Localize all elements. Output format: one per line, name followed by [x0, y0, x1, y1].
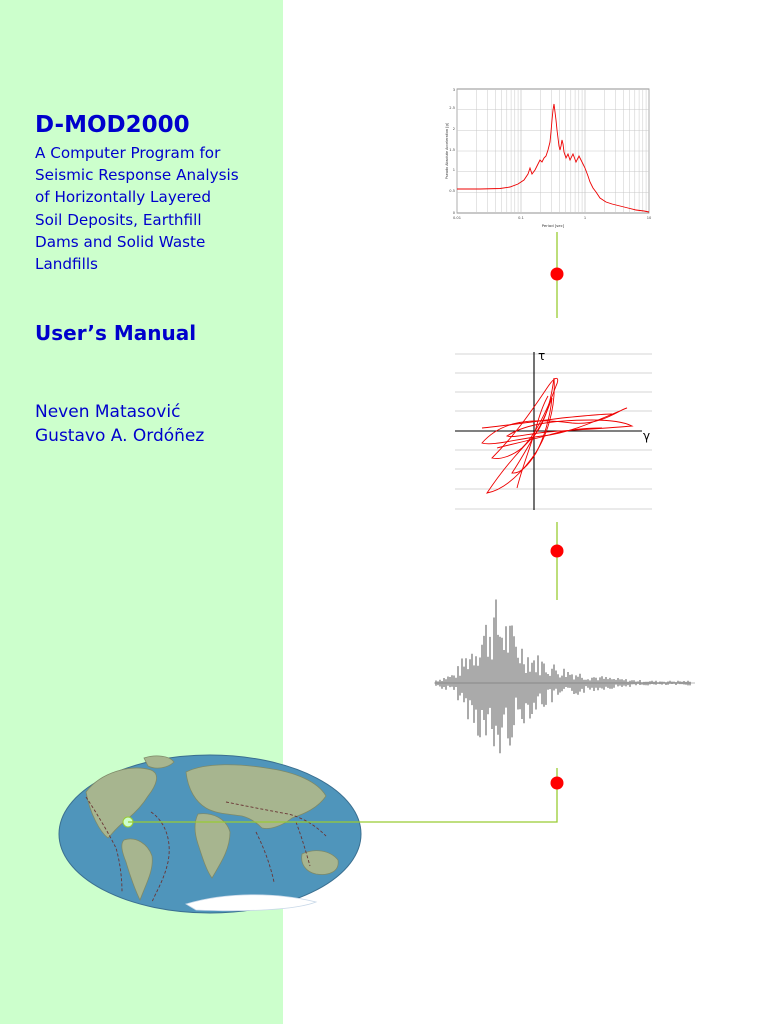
y-tick-label: 0: [452, 211, 455, 215]
world-map-icon: [56, 752, 368, 918]
connector-node-icon: [551, 545, 564, 558]
response-spectrum-plot: [440, 82, 660, 232]
tau-symbol: τ: [538, 349, 546, 363]
gamma-symbol: γ: [643, 429, 651, 443]
subtitle-line: A Computer Program for: [35, 144, 221, 162]
x-tick-labels: [453, 216, 652, 220]
hysteresis-plot: [452, 348, 656, 514]
subtitle-line: Dams and Solid Waste: [35, 232, 206, 251]
x-tick-label: 0.1: [518, 216, 524, 220]
connector-node-icon: [551, 268, 564, 281]
subtitle-line: Seismic Response Analysis: [35, 166, 239, 185]
subtitle-line: Soil Deposits, Earthfill: [35, 210, 202, 229]
author-name: Neven Matasović: [35, 402, 181, 422]
authors-block: [35, 400, 204, 448]
y-axis-label: Pseudo Absolute Acceleration [g]: [445, 122, 449, 180]
x-tick-label: 10: [646, 216, 652, 220]
x-axis-label: Period [sec]: [541, 223, 565, 228]
subtitle-line: Landfills: [35, 255, 98, 274]
seismic-trace: [436, 600, 690, 754]
y-tick-label: 2.5: [449, 106, 455, 110]
manual-label: User’s Manual: [35, 321, 197, 345]
x-tick-label: 0.01: [452, 216, 462, 220]
title-block: [35, 112, 285, 275]
x-tick-label: 1: [583, 216, 587, 220]
hysteresis-loops: [482, 378, 632, 493]
document-title: D-MOD2000: [35, 112, 190, 138]
author-name: Gustavo A. Ordóñez: [35, 426, 205, 446]
y-tick-label: 3: [452, 88, 455, 92]
y-tick-labels: [449, 88, 455, 215]
y-tick-label: 2: [452, 127, 455, 131]
y-tick-label: 1.5: [449, 148, 455, 152]
site-marker: [123, 817, 133, 827]
y-tick-label: 0.5: [449, 189, 455, 193]
connector-node-icon: [551, 777, 564, 790]
seismogram-icon: [430, 590, 700, 775]
y-tick-label: 1: [452, 168, 455, 172]
subtitle-line: of Horizontally Layered: [35, 188, 212, 207]
